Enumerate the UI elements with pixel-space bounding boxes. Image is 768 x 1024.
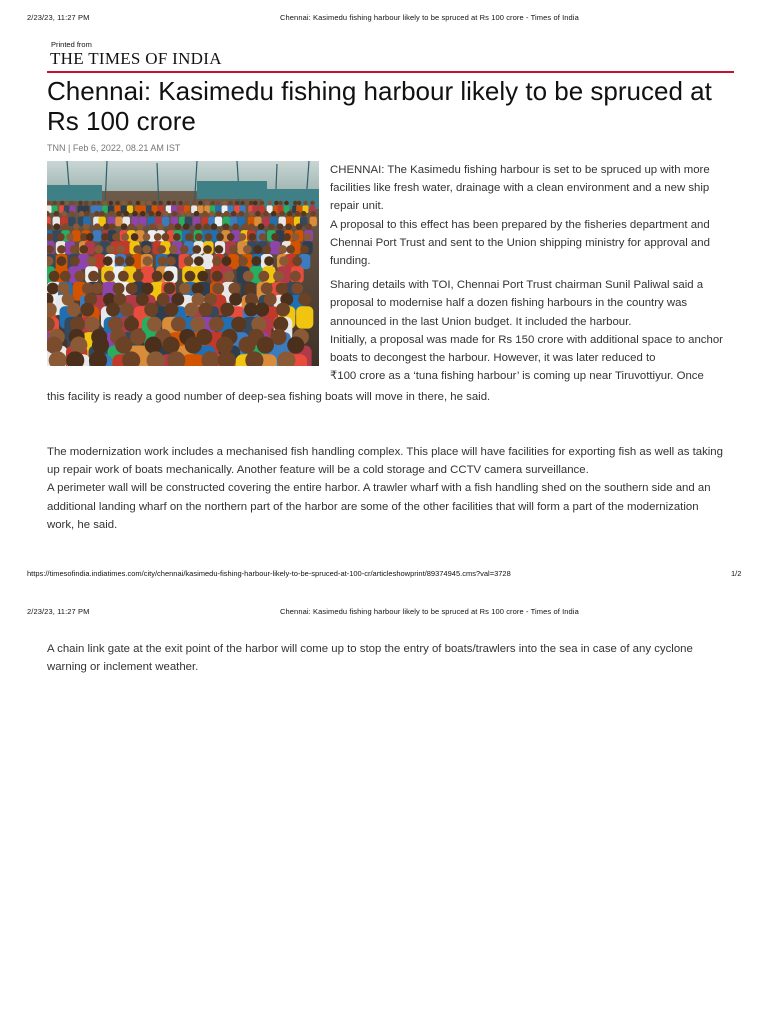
print-page-number: 1/2: [731, 569, 742, 578]
article-paragraph: Sharing details with TOI, Chennai Port Trust chairman Sunil Paliwal said a proposal to modernise half a dozen fishing harbours in the country was announced in the last Union budget. It included the harbour.: [330, 279, 704, 328]
print-datetime: 2/23/23, 11:27 PM: [27, 13, 90, 22]
article-paragraph: CHENNAI: The Kasimedu fishing harbour is set to be spruced up with more facilities like fresh water, drainage with a clean environment and a new ship repair unit.: [330, 164, 710, 213]
article-paragraph-continued: this facility is ready a good number of deep-sea fishing boats will move in there, he said.: [47, 391, 491, 403]
article-paragraph-line: ₹100 crore as a ‘tuna fishing harbour’ is coming up near Tiruvottiyur. Once: [330, 370, 704, 383]
masthead-divider: [47, 71, 734, 73]
article-paragraph: A chain link gate at the exit point of the harbor will come up to stop the entry of boats/trawlers into the sea in case of any cyclone warning or inclement weather.: [47, 643, 693, 674]
printed-from-label: Printed from: [51, 40, 92, 49]
print-datetime: 2/23/23, 11:27 PM: [27, 607, 90, 616]
print-footer-url: https://timesofindia.indiatimes.com/city/chennai/kasimedu-fishing-harbour-likely-to-be-spruced-at-100-cr/articleshowprint/89374945.cms?val=3728: [27, 569, 511, 578]
article-headline: Chennai: Kasimedu fishing harbour likely to be spruced at Rs 100 crore: [47, 76, 712, 136]
article-photo: [47, 161, 319, 366]
article-body-bottom: [47, 443, 727, 534]
print-page-title: Chennai: Kasimedu fishing harbour likely to be spruced at Rs 100 crore - Times of India: [280, 13, 579, 22]
article-body-right-column: [330, 161, 726, 385]
article-paragraph: The modernization work includes a mechanised fish handling complex. This place will have facilities for exporting fish as well as taking up repair work of boats mechanically. Another feature will be a cold storage and CCTV camera surveillance.: [47, 446, 723, 477]
print-page-title: Chennai: Kasimedu fishing harbour likely to be spruced at Rs 100 crore - Times of India: [280, 607, 579, 616]
article-paragraph: A proposal to this effect has been prepared by the fisheries department and Chennai Port Trust and sent to the Union shipping ministry for approval and funding.: [330, 218, 710, 268]
crowd-photo-image: [47, 161, 319, 366]
times-of-india-logo: THE TIMES OF INDIA: [50, 49, 222, 68]
article-byline: TNN | Feb 6, 2022, 08.21 AM IST: [47, 143, 181, 153]
article-paragraph: Initially, a proposal was made for Rs 150 crore with additional space to anchor boats to decongest the harbour. However, it was later reduced to: [330, 333, 723, 365]
article-paragraph: A perimeter wall will be constructed covering the entire harbor. A trawler wharf with a fish handling shed on the southern side and an additional landing wharf on the northern part of the harbor are some of the other facilities that will form a part of the modernization work, he said.: [47, 482, 711, 531]
